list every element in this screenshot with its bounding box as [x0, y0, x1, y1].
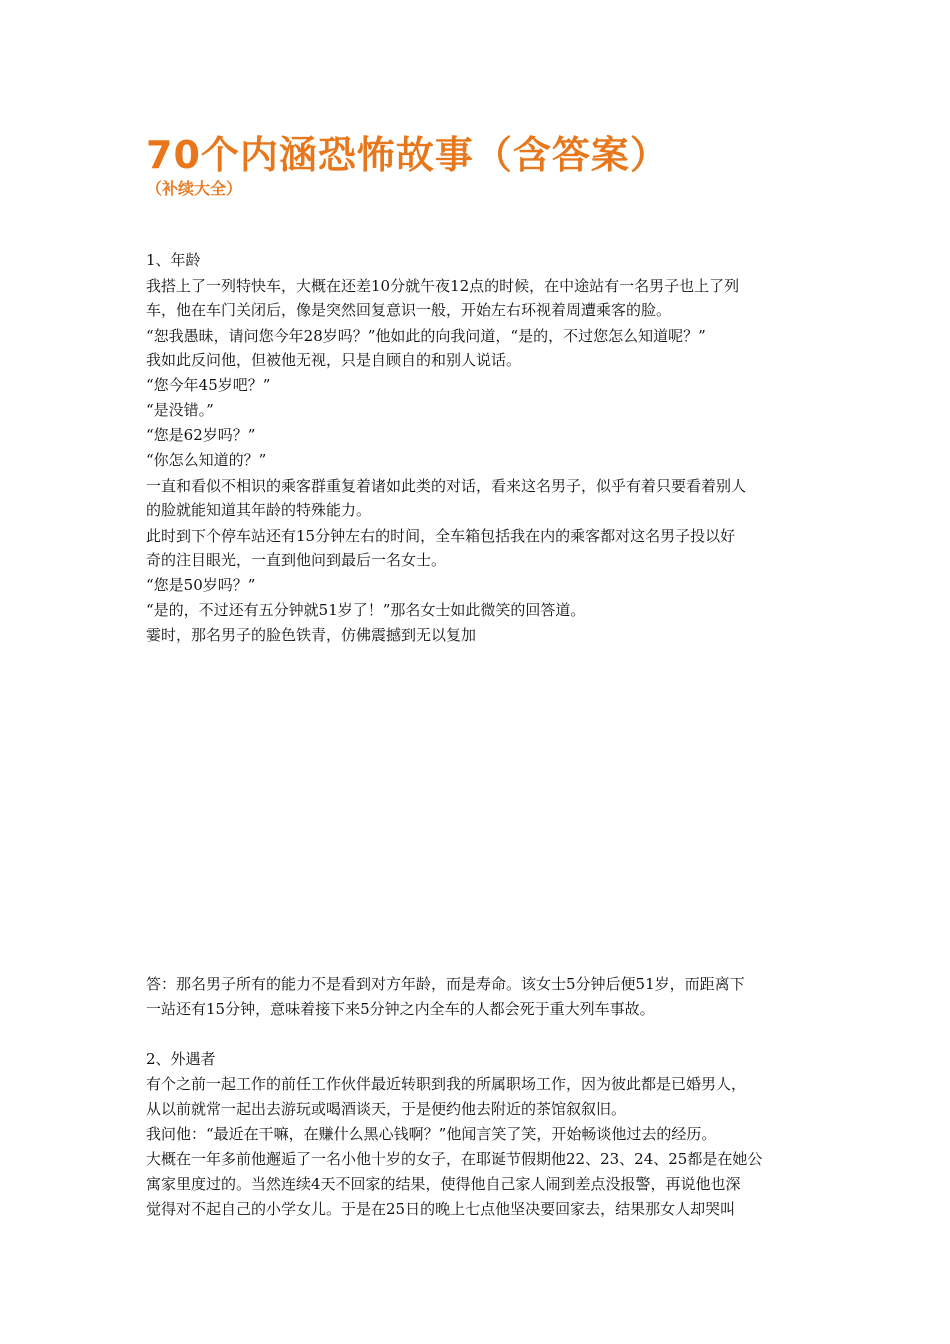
story-2-line: 觉得对不起自己的小学女儿。于是在25日的晚上七点他坚决要回家去，结果那女人却哭叫	[146, 1200, 736, 1218]
story-1-answer: 答：那名男子所有的能力不是看到对方年龄，而是寿命。该女士5分钟后便51岁，而距离下	[146, 975, 745, 993]
story-1-line: 霎时，那名男子的脸色铁青，仿佛震撼到无以复加	[146, 626, 477, 644]
story-1-line: 此时到下个停车站还有15分钟左右的时间，全车箱包括我在内的乘客都对这名男子投以好	[146, 527, 736, 545]
story-1-line: “恕我愚昧，请问您今年28岁吗？”他如此的向我问道，“是的，不过您怎么知道呢？”	[146, 327, 706, 345]
story-1-line: 车，他在车门关闭后，像是突然回复意识一般，开始左右环视着周遭乘客的脸。	[146, 301, 672, 319]
story-2-line: 有个之前一起工作的前任工作伙伴最近转职到我的所属职场工作，因为彼此都是已婚男人，	[146, 1075, 747, 1093]
story-1-line: 奇的注目眼光，一直到他问到最后一名女士。	[146, 551, 447, 569]
story-2-line: 我问他：“最近在干嘛，在赚什么黑心钱啊？”他闻言笑了笑，开始畅谈他过去的经历。	[146, 1125, 717, 1143]
story-1-line: 的脸就能知道其年龄的特殊能力。	[146, 501, 372, 519]
story-2-line: 从以前就常一起出去游玩或喝酒谈天，于是便约他去附近的茶馆叙叙旧。	[146, 1100, 627, 1118]
story-1-line: “是的，不过还有五分钟就51岁了！”那名女士如此微笑的回答道。	[146, 601, 586, 619]
story-2-line: 大概在一年多前他邂逅了一名小他十岁的女子，在耶诞节假期他22、23、24、25都是在她公	[146, 1150, 763, 1168]
story-1-line: 一直和看似不相识的乘客群重复着诸如此类的对话，看来这名男子，似乎有着只要看着别人	[146, 477, 747, 495]
story-1-line: “您是50岁吗？”	[146, 576, 256, 594]
story-1-heading: 1、年龄	[146, 251, 201, 269]
story-1-line: “是没错。”	[146, 401, 214, 419]
document-title: 70个内涵恐怖故事（含答案）	[146, 133, 669, 177]
story-2-heading: 2、外遇者	[146, 1050, 216, 1068]
document-subtitle: （补续大全）	[146, 179, 243, 198]
story-1-line: 我如此反问他，但被他无视，只是自顾自的和别人说话。	[146, 351, 522, 369]
story-1-line: “你怎么知道的？”	[146, 451, 267, 469]
story-1-answer: 一站还有15分钟，意味着接下来5分钟之内全车的人都会死于重大列车事故。	[146, 1000, 655, 1018]
story-1-line: “您今年45岁吧？”	[146, 376, 271, 394]
story-1-line: “您是62岁吗？”	[146, 426, 256, 444]
story-1-line: 我搭上了一列特快车，大概在还差10分就午夜12点的时候，在中途站有一名男子也上了列	[146, 277, 740, 295]
story-2-line: 寓家里度过的。当然连续4天不回家的结果，使得他自己家人闹到差点没报警，再说他也深	[146, 1175, 741, 1193]
